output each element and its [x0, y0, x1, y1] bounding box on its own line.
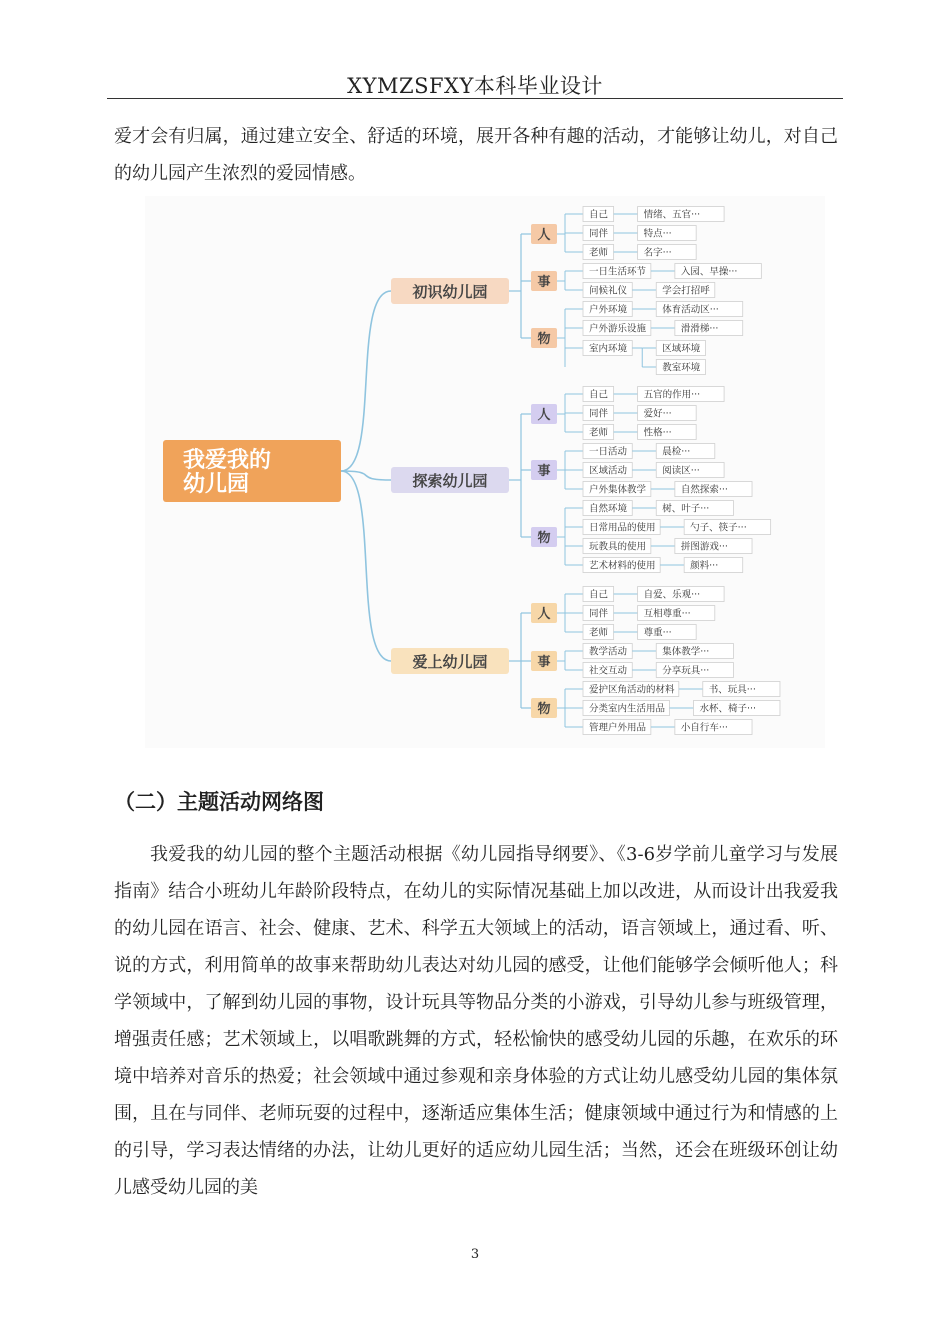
- detail-node-label: 阅读区···: [662, 465, 700, 477]
- category-node-label: 人: [537, 607, 551, 622]
- category-node-label: 事: [537, 275, 551, 290]
- detail-node-label: 自爱、乐观···: [643, 589, 701, 601]
- mindmap-figure: [145, 196, 825, 748]
- header-rule: [107, 98, 843, 99]
- intro-paragraph: 爱才会有归属，通过建立安全、舒适的环境，展开各种有趣的活动，才能够让幼儿，对自己的幼儿园产生浓烈的爱园情感。: [114, 126, 838, 184]
- detail-node-label: 自然探索···: [680, 484, 728, 496]
- detail-node-label: 名字···: [643, 247, 672, 259]
- detail-node-label: 体育活动区···: [662, 304, 719, 316]
- detail-node-label: 滑滑梯···: [680, 323, 719, 335]
- item-node-label: 户外集体教学: [589, 484, 647, 496]
- detail-node-label: 水杯、椅子···: [699, 703, 757, 715]
- item-node-label: 问候礼仪: [589, 285, 628, 297]
- root-branch-connector: [341, 471, 391, 661]
- item-node-label: 社交互动: [589, 665, 628, 677]
- item-node-label: 户外游乐设施: [589, 323, 647, 335]
- mindmap-svg: [145, 196, 825, 748]
- item-node-label: 区域活动: [589, 465, 628, 477]
- category-node-label: 物: [537, 531, 551, 546]
- detail-node-label: 教室环境: [662, 362, 701, 374]
- branch-node-label: 爱上幼儿园: [412, 653, 488, 671]
- detail-node-label: 树、叶子···: [662, 503, 710, 515]
- detail-node-label: 尊重···: [643, 627, 672, 639]
- detail-node-label: 互相尊重···: [643, 608, 691, 620]
- root-branch-connector: [341, 291, 391, 471]
- detail-node-label: 书、玩具···: [708, 684, 756, 696]
- category-node-label: 物: [537, 702, 551, 717]
- item-node-label: 日常用品的使用: [589, 522, 656, 534]
- item-node-label: 自己: [589, 389, 609, 401]
- item-node-label: 一日活动: [589, 446, 628, 458]
- item-node-label: 一日生活环节: [589, 266, 647, 278]
- detail-node-label: 特点···: [643, 228, 672, 240]
- detail-node-label: 晨检···: [662, 446, 691, 458]
- page-header: XYMZSFXY本科毕业设计: [347, 74, 603, 98]
- item-node-label: 室内环境: [589, 343, 628, 355]
- item-node-label: 爱护区角活动的材料: [589, 684, 675, 696]
- root-branch-connector: [341, 471, 391, 480]
- detail-node-label: 入园、早操···: [680, 266, 738, 278]
- item-node-label: 玩教具的使用: [589, 541, 647, 553]
- detail-node-label: 分享玩具···: [662, 665, 710, 677]
- item-node-label: 艺术材料的使用: [589, 560, 656, 572]
- item-node-label: 管理户外用品: [589, 722, 647, 734]
- detail-node-label: 爱好···: [643, 408, 672, 420]
- branch-node-label: 探索幼儿园: [412, 472, 488, 490]
- item-node-label: 老师: [589, 427, 609, 439]
- branch-node-label: 初识幼儿园: [412, 283, 488, 301]
- detail-node-label: 勺子、筷子···: [690, 522, 747, 534]
- category-node-label: 物: [537, 332, 551, 347]
- category-node-label: 事: [537, 655, 551, 670]
- detail-node-label: 五官的作用···: [643, 389, 701, 401]
- detail-node-label: 区域环境: [662, 343, 701, 355]
- item-node-label: 自己: [589, 209, 609, 221]
- detail-node-label: 拼图游戏···: [680, 541, 728, 553]
- detail-node-label: 小自行车···: [680, 722, 728, 734]
- item-node-label: 老师: [589, 627, 609, 639]
- item-node-label: 自己: [589, 589, 609, 601]
- item-node-label: 户外环境: [589, 304, 628, 316]
- detail-node-label: 性格···: [643, 427, 672, 439]
- item-node-label: 同伴: [589, 608, 609, 620]
- detail-node-label: 情绪、五官···: [643, 209, 701, 221]
- item-node-label: 分类室内生活用品: [589, 703, 666, 715]
- item-node-label: 同伴: [589, 228, 609, 240]
- item-node-label: 教学活动: [589, 646, 628, 658]
- detail-node-label: 颜料···: [690, 560, 719, 572]
- root-node-label: 幼儿园: [183, 472, 250, 497]
- item-node-label: 老师: [589, 247, 609, 259]
- category-node-label: 人: [537, 228, 551, 243]
- section-title: （二）主题活动网络图: [114, 790, 324, 814]
- item-node-label: 同伴: [589, 408, 609, 420]
- category-node-label: 事: [537, 464, 551, 479]
- body-paragraph: 我爱我的幼儿园的整个主题活动根据《幼儿园指导纲要》、《3-6岁学前儿童学习与发展指南》结合小班幼儿年龄阶段特点，在幼儿的实际情况基础上加以改进，从而设计出我爱我的幼儿园在语言、社会、健康、艺术、科学五大领域上的活动，语言领域上，通过看、听、说的方式，利用简单的故事来帮助幼儿表达对幼儿园的感受，让他们能够学会倾听他人；科学领域中，了解到幼儿园的事物，设计玩具等物品分类的小游戏，引导幼儿参与班级管理，增强责任感；艺术领域上，以唱歌跳舞的方式，轻松愉快的感受幼儿园的乐趣，在欢乐的环境中培养对音乐的热爱；社会领域中通过参观和亲身体验的方式让幼儿感受幼儿园的集体氛围，且在与同伴、老师玩耍的过程中，逐渐适应集体生活；健康领域中通过行为和情感的上的引导，学习表达情绪的办法，让幼儿更好的适应幼儿园生活；当然，还会在班级环创让幼儿感受幼儿园的美: [114, 844, 838, 1198]
- item-node-label: 自然环境: [589, 503, 628, 515]
- root-node-label: 我爱我的: [183, 448, 272, 473]
- detail-node-label: 集体教学···: [662, 646, 710, 658]
- category-node-label: 人: [537, 408, 551, 423]
- page-number: 3: [470, 1247, 480, 1262]
- detail-node-label: 学会打招呼: [662, 285, 710, 297]
